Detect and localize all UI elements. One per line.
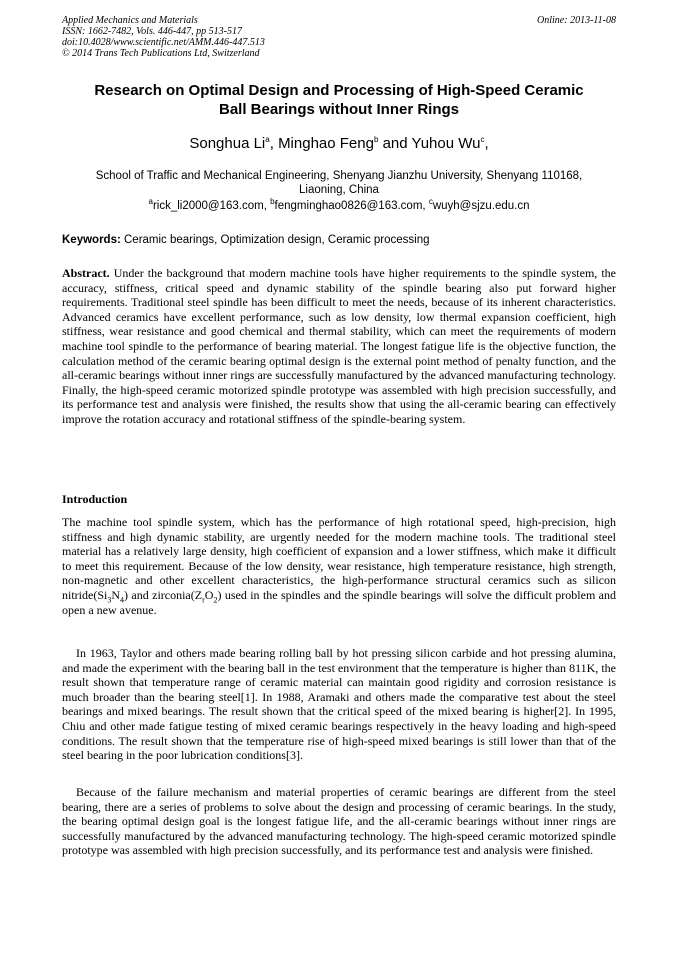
doi-line: doi:10.4028/www.scientific.net/AMM.446-447.513 <box>62 37 265 48</box>
abstract-text: Under the background that modern machine tools have higher requirements to the spindle system, the accuracy, stiffness, critical speed and dynamic stability of the spindle bearing also put forward higher requirements. Traditional steel spindle has been difficult to meet the needs, because of its inherent characteristics. Advanced ceramics have excellent performance, such as low density, low thermal expansion coefficient, high stiffness, wear resistance and good chemical and thermal stability, which can meet the requirements of modern machine tool spindle to the performance of bearing material. The longest fatigue life is the objective function, the calculation method of the ceramic bearing optimal design is the external point method of penalty function, and the all-ceramic bearings without inner rings are successfully manufactured by the advanced manufacturing technology. Finally, the high-speed ceramic motorized spindle prototype was assembled with high precision successfully, and its performance test and analysis were finished, the results show that using the all-ceramic bearing can effectively improve the rotation accuracy and rotational stiffness of the spindle-bearing system. <box>62 266 616 426</box>
intro-paragraph-3: Because of the failure mechanism and material properties of ceramic bearings are different from the steel bearing, there are a series of problems to solve about the design and processing of ceramic bearings. In the study, the bearing optimal design goal is the longest fatigue life, and the all-ceramic bearings without inner rings are successfully manufactured by the advanced manufacturing technology. The high-speed ceramic motorized spindle prototype was assembled with high precision successfully, and its performance test and analysis were finished. <box>62 785 616 858</box>
author-list <box>60 135 618 153</box>
text-run: ) and zirconia(Z <box>124 587 203 602</box>
affiliation <box>60 169 618 197</box>
affiliation-line-1: School of Traffic and Mechanical Engineering, Shenyang Jianzhu University, Shenyang 110168, <box>95 170 583 182</box>
intro-paragraph-2: In 1963, Taylor and others made bearing rolling ball by hot pressing silicon carbide and hot pressing alumina, and made the experiment with the bearing ball in the test environment that the temperature is higher than 811K, the result shown that temperature range of ceramic material can maintain good rigidity and corrosion resistance is much broader than the bearing steel[1]. In 1988, Aramaki and others made the comparative test about the steel bearings and mixed bearings. The result shown that the critical speed of the mixed bearing is higher[2]. In 1995, Chiu and other made fatigue testing of mixed ceramic bearings respectively in the heavy loading and high-speed conditions. The result shown that the temperature rise of high-speed mixed bearings is still lower than that of the steel bearing in the poor lubrication conditions[3]. <box>62 646 616 763</box>
subscript: r <box>202 595 205 605</box>
paper-title <box>60 81 618 119</box>
email-address[interactable]: fengminghao0826@163.com, <box>274 200 429 212</box>
title-line-1: Research on Optimal Design and Processing of High-Speed Ceramic <box>94 82 584 99</box>
title-line-2: Ball Bearings without Inner Rings <box>218 101 460 118</box>
subscript: 3 <box>107 595 112 605</box>
online-date: Online: 2013-11-08 <box>537 15 616 26</box>
subscript: 4 <box>120 595 124 605</box>
subscript: 2 <box>213 595 218 605</box>
email-address[interactable]: wuyh@sjzu.edu.cn <box>432 200 530 212</box>
text-run: N <box>111 587 120 602</box>
email-address[interactable]: rick_li2000@163.com, <box>152 200 271 212</box>
author-superscript: c <box>480 135 485 144</box>
journal-header <box>62 15 616 59</box>
author-superscript: b <box>373 135 379 144</box>
text-run: ) used in the spindles and the spindle bearings will solve the difficult problem and open a new avenue. <box>62 587 616 617</box>
text-run: O <box>204 587 214 602</box>
text-run: The machine tool spindle system, which has the performance of high rotational speed, high-precision, high stiffness and high dynamic stability, are urgently needed for the modern machine tools. The traditional steel material has a relatively large density, high coefficient of expansion and a lower stiffness, which make it difficult to meet this requirement. Because of the low density, wear resistance, high temperature resistance, high strength, non-magnetic and other excellent characteristics, the high-performance structural ceramics such as silicon nitride(Si <box>62 515 616 602</box>
author-separator: , <box>269 135 279 152</box>
author-separator: and <box>378 135 412 152</box>
copyright-line: © 2014 Trans Tech Publications Ltd, Switzerland <box>62 48 260 59</box>
author-name: Minghao Feng <box>278 135 374 152</box>
keywords <box>62 233 616 247</box>
author-superscript: a <box>265 135 270 144</box>
email-superscript: b <box>270 197 275 207</box>
keywords-text: Ceramic bearings, Optimization design, Ceramic processing <box>120 234 430 246</box>
keywords-label: Keywords: <box>62 234 121 246</box>
section-heading-introduction: Introduction <box>62 492 128 506</box>
email-list <box>60 199 618 213</box>
email-superscript: c <box>428 197 433 207</box>
abstract-label: Abstract. <box>62 266 110 280</box>
author-separator: , <box>484 135 489 152</box>
author-name: Yuhou Wu <box>411 135 481 152</box>
email-superscript: a <box>148 197 153 207</box>
author-name: Songhua Li <box>189 135 266 152</box>
abstract <box>62 266 616 427</box>
intro-paragraph-1 <box>62 515 616 617</box>
issn-line: ISSN: 1662-7482, Vols. 446-447, pp 513-517 <box>62 26 242 37</box>
affiliation-line-2: Liaoning, China <box>299 184 379 196</box>
journal-name: Applied Mechanics and Materials <box>62 15 198 26</box>
